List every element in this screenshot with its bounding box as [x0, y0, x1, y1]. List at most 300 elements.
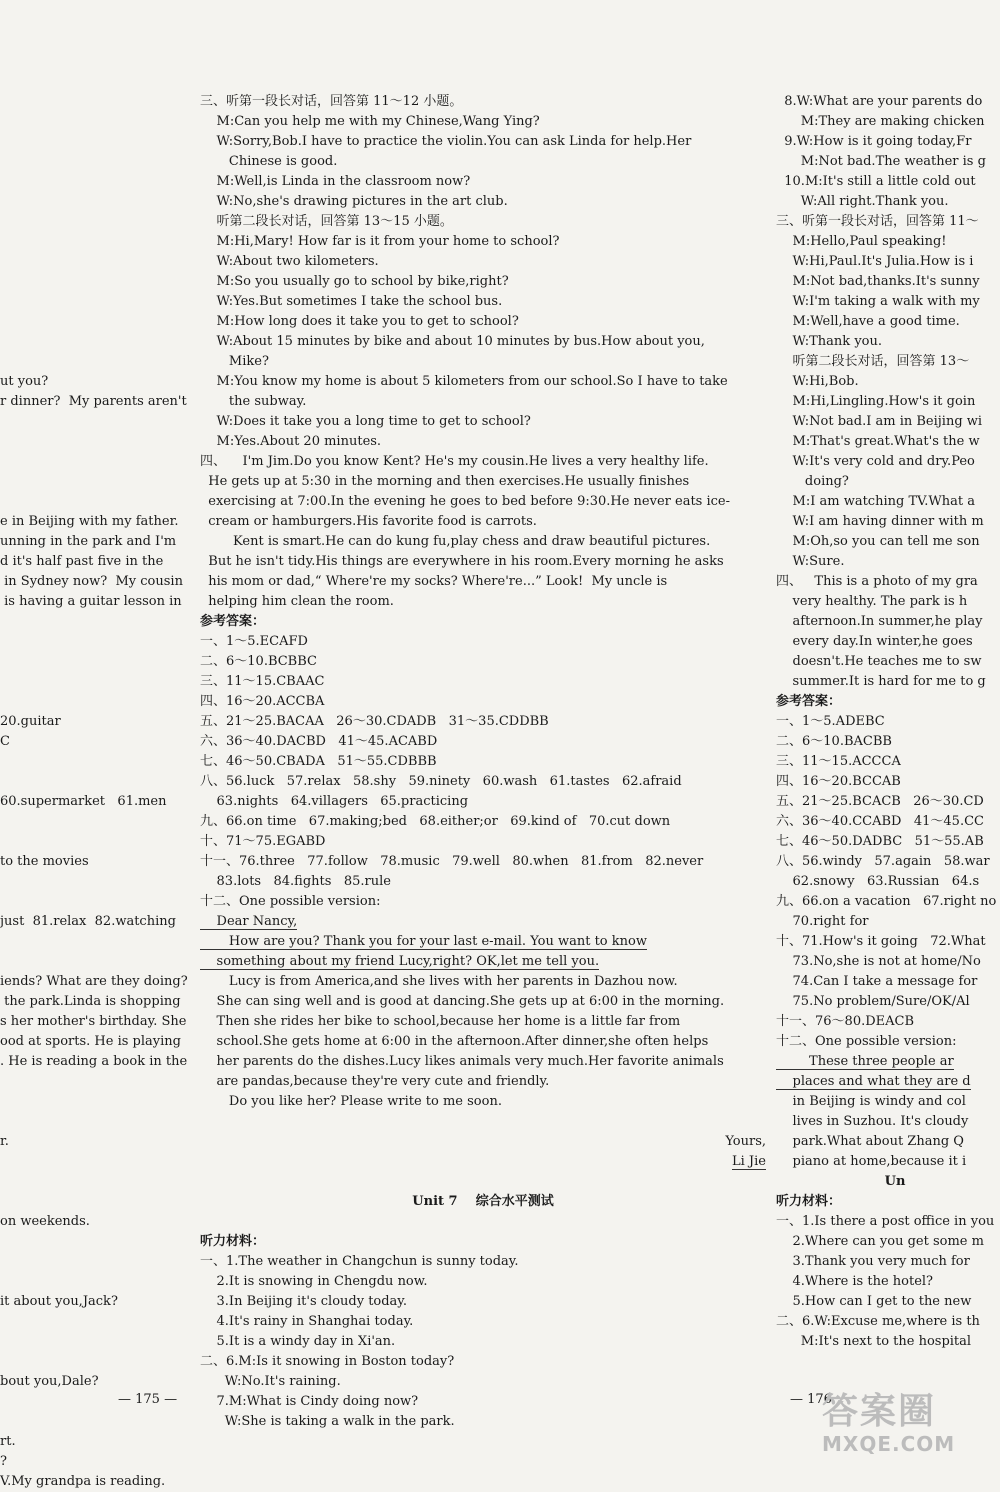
middle-column-line-text: 三、听第一段长对话，回答第 11～12 小题。	[200, 94, 463, 109]
right-column-line	[776, 612, 1000, 632]
left-column-line	[0, 1312, 200, 1332]
right-column-line-text: lives in Suzhou. It's cloudy	[776, 1114, 969, 1129]
middle-column-line	[200, 632, 766, 652]
left-column-line-text: unning in the park and I'm	[0, 534, 177, 549]
right-column-line-text: 2.Where can you get some m	[776, 1234, 984, 1249]
right-column-line-text: W:Hi,Bob.	[776, 374, 859, 389]
middle-column-line-text: his mom or dad,“ Where're my socks? Where're...” Look! My uncle is	[200, 574, 668, 589]
right-column-line-text: 十、71.How's it going 72.What	[776, 934, 986, 949]
middle-column-line	[200, 972, 766, 992]
middle-column-line-text: 3.In Beijing it's cloudy today.	[200, 1294, 408, 1309]
right-column-line	[776, 212, 1000, 232]
left-column-line-text: just 81.relax 82.watching	[0, 914, 176, 929]
left-column-line-text: ut you?	[0, 374, 49, 389]
middle-column-line-text: her parents do the dishes.Lucy likes animals very much.Her favorite animals	[200, 1054, 724, 1069]
middle-column-line	[200, 552, 766, 572]
left-column-line	[0, 632, 200, 652]
left-column-line	[0, 1412, 200, 1432]
right-column-line	[776, 772, 1000, 792]
middle-column-line-text: Li Jie	[732, 1154, 766, 1169]
right-column-line-text: 一、1.Is there a post office in you	[776, 1214, 995, 1229]
left-column-line	[0, 692, 200, 712]
middle-column-line	[200, 1052, 766, 1072]
left-column-line	[0, 932, 200, 952]
right-column-line-text: 9.W:How is it going today,Fr	[776, 134, 972, 149]
left-column-line	[0, 572, 200, 592]
left-column-line	[0, 792, 200, 812]
middle-column-line	[200, 192, 766, 212]
left-column-line	[0, 772, 200, 792]
middle-column-line	[200, 912, 766, 932]
left-column-line-text: 60.supermarket 61.men	[0, 794, 167, 809]
left-column-line	[0, 472, 200, 492]
left-column-line-text: on weekends.	[0, 1214, 90, 1229]
middle-column-line-text: school.She gets home at 6:00 in the afternoon.After dinner,she often helps	[200, 1034, 709, 1049]
right-column-line	[776, 1132, 1000, 1152]
left-column-line-text: to the movies	[0, 854, 89, 869]
left-column-line	[0, 232, 200, 252]
middle-column-line	[200, 1032, 766, 1052]
left-column-line	[0, 172, 200, 192]
middle-column-line	[200, 892, 766, 912]
left-column-line-text: bout you,Dale?	[0, 1374, 99, 1389]
right-column-line	[776, 852, 1000, 872]
middle-column-line	[200, 1152, 766, 1172]
left-column-line	[0, 712, 200, 732]
middle-column-line-text: W:Sorry,Bob.I have to practice the violin.You can ask Linda for help.Her	[200, 134, 692, 149]
middle-column-line	[200, 1332, 766, 1352]
middle-column-line-text: 四、 I'm Jim.Do you know Kent? He's my cousin.He lives a very healthy life.	[200, 454, 709, 469]
right-column-line-text: M:Hi,Lingling.How's it goin	[776, 394, 976, 409]
right-column-line-text: W:Not bad.I am in Beijing wi	[776, 414, 983, 429]
left-column-line-text: ?	[0, 1454, 7, 1469]
right-column-line-text: afternoon.In summer,he play	[776, 614, 983, 629]
middle-column-line-text: Dear Nancy,	[200, 914, 298, 929]
left-column-line	[0, 652, 200, 672]
middle-column-line	[200, 792, 766, 812]
middle-column-line-text: 二、6～10.BCBBC	[200, 654, 317, 669]
right-column-line	[776, 252, 1000, 272]
left-column-line-text: rt.	[0, 1434, 16, 1449]
right-column-line	[776, 1032, 1000, 1052]
left-column-line	[0, 912, 200, 932]
middle-column-line	[200, 592, 766, 612]
left-column-line	[0, 752, 200, 772]
left-column-line	[0, 1272, 200, 1292]
middle-column-line-text: 2.It is snowing in Chengdu now.	[200, 1274, 428, 1289]
middle-column-line	[200, 1312, 766, 1332]
middle-column-line	[200, 812, 766, 832]
left-column-line	[0, 1132, 200, 1152]
left-column-line	[0, 132, 200, 152]
right-column-line	[776, 812, 1000, 832]
middle-column-line-text: Then she rides her bike to school,because her home is a little far from	[200, 1014, 681, 1029]
left-column-line	[0, 1152, 200, 1172]
right-column-line-text: 75.No problem/Sure/OK/Al	[776, 994, 970, 1009]
middle-column-line-text: He gets up at 5:30 in the morning and then exercises.He usually finishes	[200, 474, 690, 489]
middle-column-line	[200, 952, 766, 972]
left-column-line	[0, 352, 200, 372]
middle-column-line	[200, 292, 766, 312]
middle-column-line	[200, 1172, 766, 1192]
middle-column-line-text: are pandas,because they're very cute and friendly.	[200, 1074, 550, 1089]
middle-column-line	[200, 172, 766, 192]
right-column-line-text: park.What about Zhang Q	[776, 1134, 964, 1149]
left-column-line-text: iends? What are they doing?	[0, 974, 188, 989]
left-column-line	[0, 1252, 200, 1272]
middle-column-line-text: Kent is smart.He can do kung fu,play chess and draw beautiful pictures.	[200, 534, 711, 549]
right-column-line	[776, 232, 1000, 252]
middle-column	[200, 92, 766, 1432]
right-column-line-text: 四、 This is a photo of my gra	[776, 574, 978, 589]
right-column-line	[776, 292, 1000, 312]
middle-column-line	[200, 612, 766, 632]
middle-column-line	[200, 672, 766, 692]
left-column-line	[0, 1052, 200, 1072]
right-column-line	[776, 972, 1000, 992]
left-column-line	[0, 1092, 200, 1112]
right-column-line	[776, 652, 1000, 672]
right-column-line	[776, 1252, 1000, 1272]
left-column-line-text: . He is reading a book in the	[0, 1054, 188, 1069]
middle-column-line-text: 十一、76.three 77.follow 78.music 79.well 80.when 81.from 82.never	[200, 854, 704, 869]
middle-column-line-text: 4.It's rainy in Shanghai today.	[200, 1314, 414, 1329]
middle-column-line	[200, 112, 766, 132]
right-column-line	[776, 672, 1000, 692]
left-column-line	[0, 1432, 200, 1452]
middle-column-line	[200, 1392, 766, 1412]
middle-column-line	[200, 452, 766, 472]
watermark-logo	[822, 1392, 992, 1460]
middle-column-line-text: exercising at 7:00.In the evening he goes to bed before 9:30.He never eats ice-	[200, 494, 730, 509]
left-column-line	[0, 532, 200, 552]
right-column-line-text: very healthy. The park is h	[776, 594, 968, 609]
left-column-line	[0, 192, 200, 212]
middle-column-line-text: W:She is taking a walk in the park.	[200, 1414, 455, 1429]
left-column-line-text: in Sydney now? My cousin	[0, 574, 183, 589]
right-column-line-text: 8.W:What are your parents do	[776, 94, 983, 109]
left-column-line-text: V.My grandpa is reading.	[0, 1474, 166, 1489]
left-column-line	[0, 1192, 200, 1212]
right-column-line	[776, 452, 1000, 472]
right-column-line	[776, 932, 1000, 952]
left-column-line-text: ood at sports. He is playing	[0, 1034, 181, 1049]
right-column-line	[776, 112, 1000, 132]
middle-column-line-text: How are you? Thank you for your last e-mail. You want to know	[200, 934, 647, 949]
left-column-line	[0, 1032, 200, 1052]
right-column-line	[776, 1112, 1000, 1132]
left-column-line	[0, 112, 200, 132]
right-column-line	[776, 1332, 1000, 1352]
middle-column-line-text: W:No.It's raining.	[200, 1374, 341, 1389]
middle-column-line	[200, 1232, 766, 1252]
right-column-line	[776, 892, 1000, 912]
middle-column-line-text: 听力材料：	[200, 1234, 266, 1249]
middle-column-line-text: 六、36～40.DACBD 41～45.ACABD	[200, 734, 438, 749]
middle-column-line	[200, 272, 766, 292]
right-column-line	[776, 312, 1000, 332]
right-column-line-text: doesn't.He teaches me to sw	[776, 654, 982, 669]
left-column-line	[0, 1072, 200, 1092]
middle-column-line	[200, 752, 766, 772]
right-column-line-text: W:I am having dinner with m	[776, 514, 984, 529]
right-column-line	[776, 752, 1000, 772]
left-column-line	[0, 272, 200, 292]
right-column-line	[776, 912, 1000, 932]
right-column-line	[776, 352, 1000, 372]
middle-column-line	[200, 772, 766, 792]
right-column-line-text: 4.Where is the hotel?	[776, 1274, 934, 1289]
middle-column-line	[200, 1372, 766, 1392]
page-number-left: — 175 —	[118, 1392, 178, 1407]
left-column-line	[0, 812, 200, 832]
right-column-line-text: in Beijing is windy and col	[776, 1094, 966, 1109]
middle-column-line	[200, 532, 766, 552]
right-column-line	[776, 712, 1000, 732]
right-column-line	[776, 272, 1000, 292]
right-column-line	[776, 192, 1000, 212]
right-column-line-text: M:I am watching TV.What a	[776, 494, 975, 509]
right-column-line-text: places and what they are d	[776, 1074, 971, 1089]
middle-column-line-text: the subway.	[200, 394, 307, 409]
middle-column-line-text: 7.M:What is Cindy doing now?	[200, 1394, 419, 1409]
middle-column-line	[200, 992, 766, 1012]
right-column-line-text: 九、66.on a vacation 67.right no	[776, 894, 997, 909]
right-column-line-text: 四、16～20.BCCAB	[776, 774, 901, 789]
watermark-text: 答案圈	[822, 1391, 937, 1432]
middle-column-line-text: Lucy is from America,and she lives with her parents in Dazhou now.	[200, 974, 678, 989]
right-column-line-text: M:Not bad,thanks.It's sunny	[776, 274, 980, 289]
right-column-line	[776, 692, 1000, 712]
middle-column-line	[200, 392, 766, 412]
left-column-line	[0, 852, 200, 872]
middle-column-line	[200, 472, 766, 492]
middle-column-line-text: cream or hamburgers.His favorite food is carrots.	[200, 514, 537, 529]
middle-column-line	[200, 1012, 766, 1032]
middle-column-line-text: W:About 15 minutes by bike and about 10 minutes by bus.How about you,	[200, 334, 705, 349]
middle-column-line	[200, 232, 766, 252]
left-column-line-text: 20.guitar	[0, 714, 61, 729]
middle-column-line-text: 九、66.on time 67.making;bed 68.either;or 69.kind of 70.cut down	[200, 814, 671, 829]
left-column-line-text: the park.Linda is shopping	[0, 994, 181, 1009]
right-column-line-text: M:Oh,so you can tell me son	[776, 534, 980, 549]
right-column-line	[776, 152, 1000, 172]
right-column-line-text: 六、36～40.CCABD 41～45.CC	[776, 814, 984, 829]
right-column-line	[776, 332, 1000, 352]
middle-column-line-text: Chinese is good.	[200, 154, 338, 169]
right-column-line-text: M:They are making chicken	[776, 114, 985, 129]
middle-column-line-text: 八、56.luck 57.relax 58.shy 59.ninety 60.wash 61.tastes 62.afraid	[200, 774, 682, 789]
left-column-line	[0, 432, 200, 452]
middle-column-line-text: helping him clean the room.	[200, 594, 394, 609]
right-column-line-text: 一、1～5.ADEBC	[776, 714, 885, 729]
page-number-right: — 176	[790, 1392, 832, 1407]
middle-column-line-text: 听第二段长对话，回答第 13～15 小题。	[200, 214, 453, 229]
left-column-line	[0, 392, 200, 412]
middle-column-line	[200, 652, 766, 672]
left-column-line	[0, 512, 200, 532]
right-column-line-text: M:Well,have a good time.	[776, 314, 960, 329]
middle-column-line-text: W:No,she's drawing pictures in the art club.	[200, 194, 508, 209]
left-column-line	[0, 732, 200, 752]
left-column-line-text: e in Beijing with my father.	[0, 514, 179, 529]
middle-column-line-text: 83.lots 84.fights 85.rule	[200, 874, 391, 889]
left-column-line	[0, 332, 200, 352]
right-column-line-text: These three people ar	[776, 1054, 954, 1069]
left-column-line	[0, 252, 200, 272]
middle-column-line	[200, 312, 766, 332]
middle-column-line-text: 一、1.The weather in Changchun is sunny today.	[200, 1254, 519, 1269]
middle-column-line	[200, 712, 766, 732]
middle-column-line	[200, 512, 766, 532]
left-column-line	[0, 152, 200, 172]
middle-column-line	[200, 332, 766, 352]
right-column-line	[776, 132, 1000, 152]
right-column-line	[776, 992, 1000, 1012]
middle-column-line-text: 一、1～5.ECAFD	[200, 634, 308, 649]
middle-column-line	[200, 732, 766, 752]
right-column-line	[776, 1292, 1000, 1312]
middle-column-line	[200, 372, 766, 392]
left-column-line	[0, 1472, 200, 1492]
right-column-line-text: W:Thank you.	[776, 334, 882, 349]
right-column-line-text: 73.No,she is not at home/No	[776, 954, 981, 969]
middle-column-line	[200, 432, 766, 452]
right-column-line	[776, 732, 1000, 752]
right-column-line	[776, 532, 1000, 552]
middle-column-line-text: But he isn't tidy.His things are everywhere in his room.Every morning he asks	[200, 554, 724, 569]
right-column	[776, 92, 1000, 1352]
left-column-line	[0, 292, 200, 312]
middle-column-line-text: 七、46～50.CBADA 51～55.CDBBB	[200, 754, 437, 769]
middle-column-line-text: W:Does it take you a long time to get to school?	[200, 414, 531, 429]
right-column-line	[776, 492, 1000, 512]
right-column-line	[776, 392, 1000, 412]
left-column-line	[0, 1332, 200, 1352]
left-column-line	[0, 592, 200, 612]
right-column-line-text: Un	[776, 1174, 906, 1189]
left-column-line	[0, 952, 200, 972]
middle-column-line	[200, 1352, 766, 1372]
middle-column-line	[200, 872, 766, 892]
middle-column-line-text: M:Hi,Mary! How far is it from your home to school?	[200, 234, 560, 249]
right-column-line	[776, 1052, 1000, 1072]
middle-column-line	[200, 132, 766, 152]
right-column-line	[776, 1312, 1000, 1332]
left-column-line	[0, 872, 200, 892]
left-column-line	[0, 892, 200, 912]
middle-column-line-text: 63.nights 64.villagers 65.practicing	[200, 794, 469, 809]
middle-column-line-text: M:Yes.About 20 minutes.	[200, 434, 382, 449]
right-column-line-text: W:All right.Thank you.	[776, 194, 949, 209]
right-column-line	[776, 632, 1000, 652]
middle-column-line	[200, 92, 766, 112]
middle-column-line	[200, 1132, 766, 1152]
right-column-line	[776, 372, 1000, 392]
middle-column-line-text: 三、11～15.CBAAC	[200, 674, 325, 689]
middle-column-line	[200, 852, 766, 872]
middle-column-line	[200, 932, 766, 952]
right-column-line	[776, 592, 1000, 612]
right-column-line-text: W:Hi,Paul.It's Julia.How is i	[776, 254, 974, 269]
right-column-line-text: summer.It is hard for me to g	[776, 674, 986, 689]
left-column-line	[0, 1172, 200, 1192]
right-column-line	[776, 572, 1000, 592]
right-column-line-text: 八、56.windy 57.again 58.war	[776, 854, 990, 869]
right-column-line-text: 五、21～25.BCACB 26～30.CD	[776, 794, 984, 809]
right-column-line-text: 3.Thank you very much for	[776, 1254, 970, 1269]
left-column-line	[0, 1112, 200, 1132]
middle-column-line	[200, 1272, 766, 1292]
right-column-line	[776, 92, 1000, 112]
right-column-line-text: 二、6～10.BACBB	[776, 734, 892, 749]
middle-column-line	[200, 492, 766, 512]
right-column-line	[776, 1212, 1000, 1232]
middle-column-line	[200, 1252, 766, 1272]
middle-column-line-text: 5.It is a windy day in Xi'an.	[200, 1334, 396, 1349]
middle-column-line-text: Do you like her? Please write to me soon.	[200, 1094, 502, 1109]
right-column-line-text: every day.In winter,he goes	[776, 634, 973, 649]
right-column-line	[776, 472, 1000, 492]
left-column-line-text: C	[0, 734, 10, 749]
left-column-line	[0, 972, 200, 992]
middle-column-line-text: 五、21～25.BACAA 26～30.CDADB 31～35.CDDBB	[200, 714, 549, 729]
middle-column-line	[200, 152, 766, 172]
middle-column-line-text: something about my friend Lucy,right? OK,let me tell you.	[200, 954, 600, 969]
right-column-line-text: W:Sure.	[776, 554, 845, 569]
middle-column-line	[200, 832, 766, 852]
right-column-line	[776, 1152, 1000, 1172]
middle-column-line-text: 参考答案：	[200, 614, 266, 629]
right-column-line	[776, 1192, 1000, 1212]
right-column-line	[776, 1072, 1000, 1092]
left-column-line	[0, 212, 200, 232]
right-column-line-text: M:Not bad.The weather is g	[776, 154, 986, 169]
left-column-line	[0, 92, 200, 112]
watermark-url: MXQE.COM	[822, 1432, 956, 1456]
left-column-line	[0, 1292, 200, 1312]
middle-column-line-text: 四、16～20.ACCBA	[200, 694, 325, 709]
right-column-line-text: 10.M:It's still a little cold out	[776, 174, 976, 189]
right-column-line-text: M:That's great.What's the w	[776, 434, 980, 449]
middle-column-line	[200, 692, 766, 712]
left-column-line	[0, 1212, 200, 1232]
middle-column-line-text: W:Yes.But sometimes I take the school bus.	[200, 294, 503, 309]
middle-column-line-text: 十、71～75.EGABD	[200, 834, 326, 849]
middle-column-line	[200, 1072, 766, 1092]
right-column-line	[776, 1092, 1000, 1112]
right-column-line	[776, 1272, 1000, 1292]
right-column-line	[776, 552, 1000, 572]
right-column-line	[776, 1012, 1000, 1032]
right-column-line-text: 62.snowy 63.Russian 64.s	[776, 874, 980, 889]
middle-column-line-text: M:Can you help me with my Chinese,Wang Ying?	[200, 114, 540, 129]
middle-column-line	[200, 1092, 766, 1112]
right-column-line-text: 三、听第一段长对话，回答第 11～	[776, 214, 979, 229]
right-column-line	[776, 1172, 1000, 1192]
middle-column-line-text: M:Well,is Linda in the classroom now?	[200, 174, 471, 189]
middle-column-line	[200, 212, 766, 232]
right-column-line-text: 十二、One possible version:	[776, 1034, 957, 1049]
right-column-line	[776, 792, 1000, 812]
middle-column-line-text: M:How long does it take you to get to school?	[200, 314, 519, 329]
right-column-line-text: 十一、76～80.DEACB	[776, 1014, 915, 1029]
middle-column-line	[200, 1412, 766, 1432]
right-column-line-text: 三、11～15.ACCCA	[776, 754, 901, 769]
middle-column-line	[200, 252, 766, 272]
right-column-line-text: M:It's next to the hospital	[776, 1334, 972, 1349]
left-column-line	[0, 992, 200, 1012]
